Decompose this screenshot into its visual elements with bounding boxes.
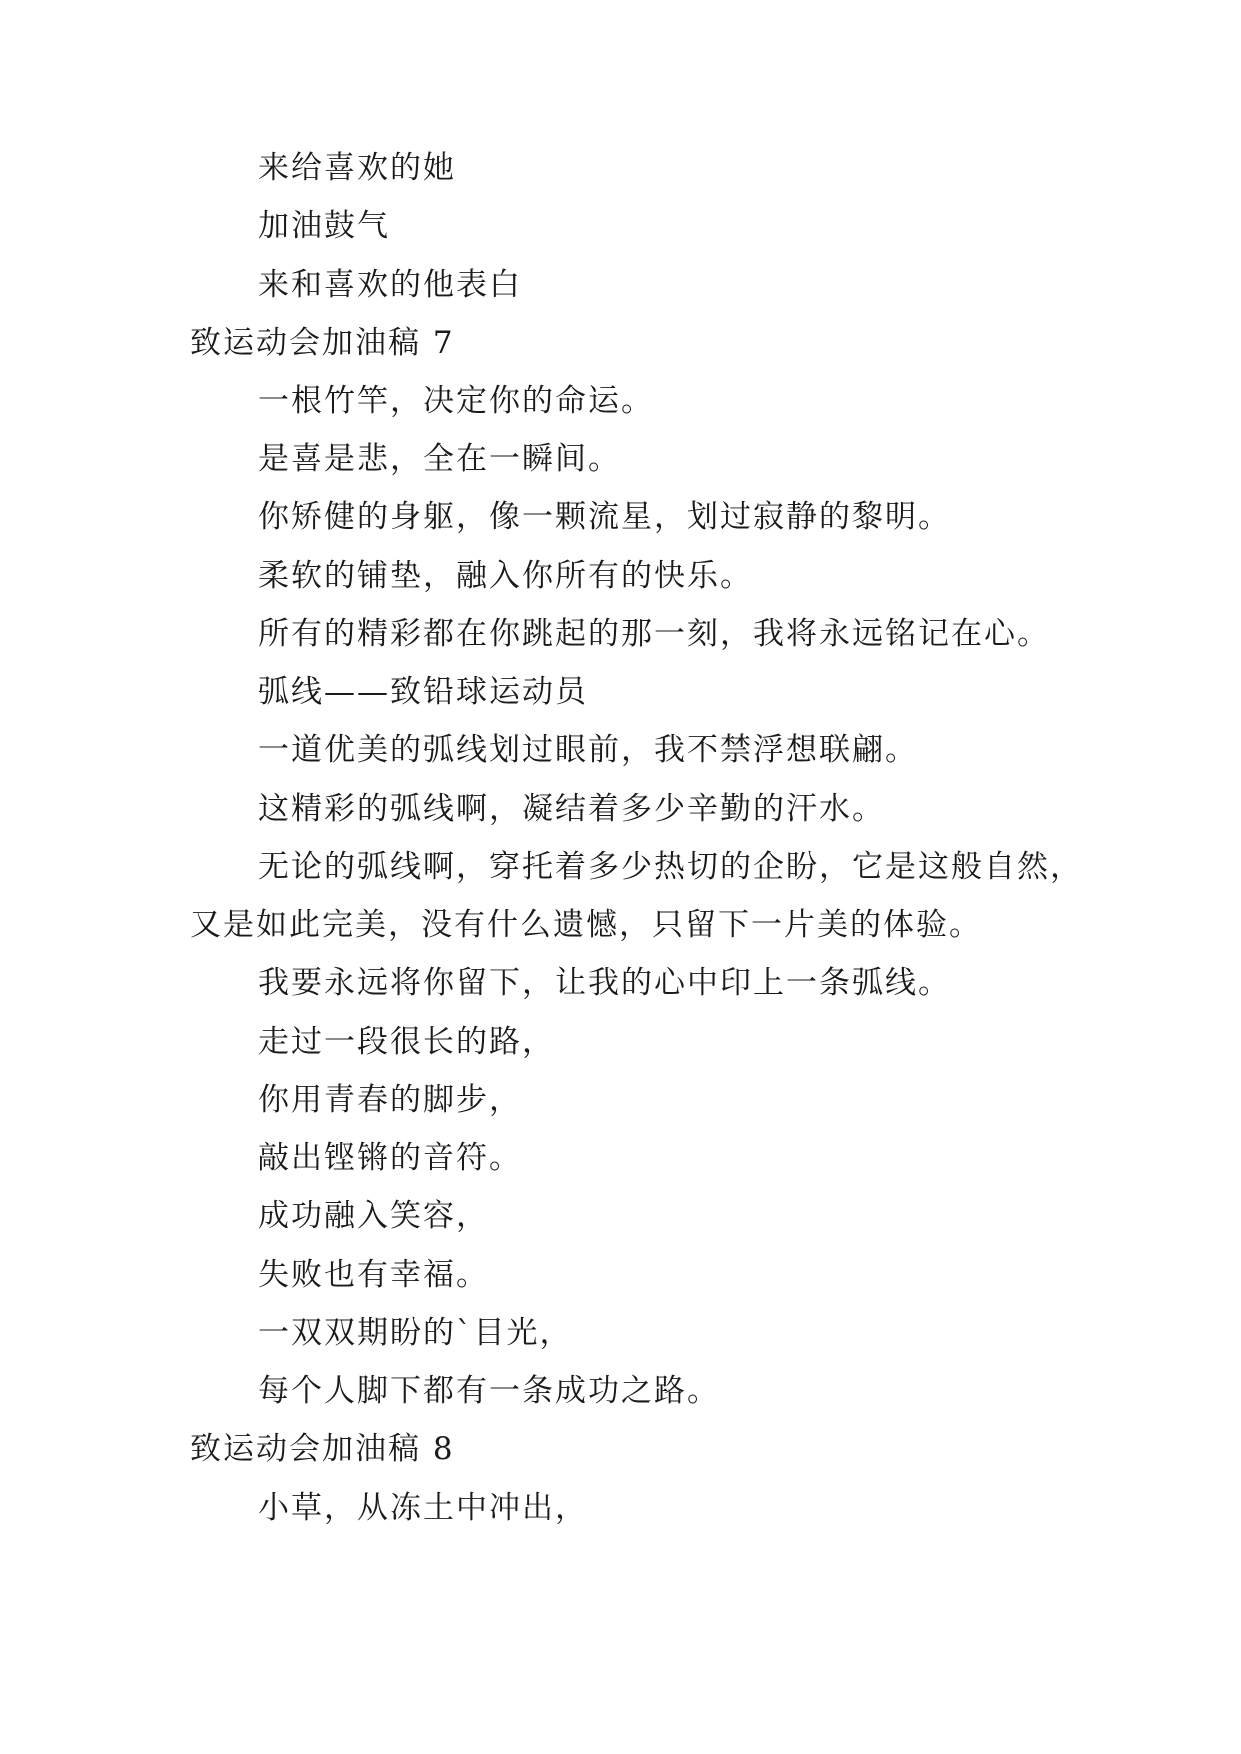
- text-line: 小草，从冻土中冲出，: [258, 1490, 588, 1526]
- text-line: 柔软的铺垫，融入你所有的快乐。: [258, 558, 753, 594]
- text-line: 失败也有幸福。: [258, 1257, 489, 1293]
- text-line: 我要永远将你留下，让我的心中印上一条弧线。: [258, 965, 951, 1001]
- text-line: 所有的精彩都在你跳起的那一刻，我将永远铭记在心。: [258, 616, 1050, 652]
- text-line: 无论的弧线啊，穿托着多少热切的企盼，它是这般自然，: [258, 849, 1083, 885]
- text-line: 一根竹竿，决定你的命运。: [258, 383, 654, 419]
- text-line: 你用青春的脚步，: [258, 1082, 522, 1118]
- text-line: 加油鼓气: [258, 208, 390, 244]
- section-heading: 致运动会加油稿 8: [190, 1431, 455, 1467]
- text-line: 你矫健的身躯，像一颗流星，划过寂静的黎明。: [258, 499, 951, 535]
- text-line: 这精彩的弧线啊，凝结着多少辛勤的汗水。: [258, 791, 885, 827]
- text-line: 弧线——致铅球运动员: [258, 674, 588, 710]
- text-line: 来和喜欢的他表白: [258, 267, 522, 303]
- text-line: 每个人脚下都有一条成功之路。: [258, 1373, 720, 1409]
- text-line: 一双双期盼的`目光，: [258, 1315, 573, 1351]
- section-heading: 致运动会加油稿 7: [190, 325, 455, 361]
- text-line: 走过一段很长的路，: [258, 1024, 555, 1060]
- text-line: 敲出铿锵的音符。: [258, 1140, 522, 1176]
- text-line: 又是如此完美，没有什么遗憾，只留下一片美的体验。: [190, 907, 982, 943]
- text-line: 成功融入笑容，: [258, 1198, 489, 1234]
- text-line: 来给喜欢的她: [258, 150, 456, 186]
- text-line: 是喜是悲，全在一瞬间。: [258, 441, 621, 477]
- text-line: 一道优美的弧线划过眼前，我不禁浮想联翩。: [258, 732, 918, 768]
